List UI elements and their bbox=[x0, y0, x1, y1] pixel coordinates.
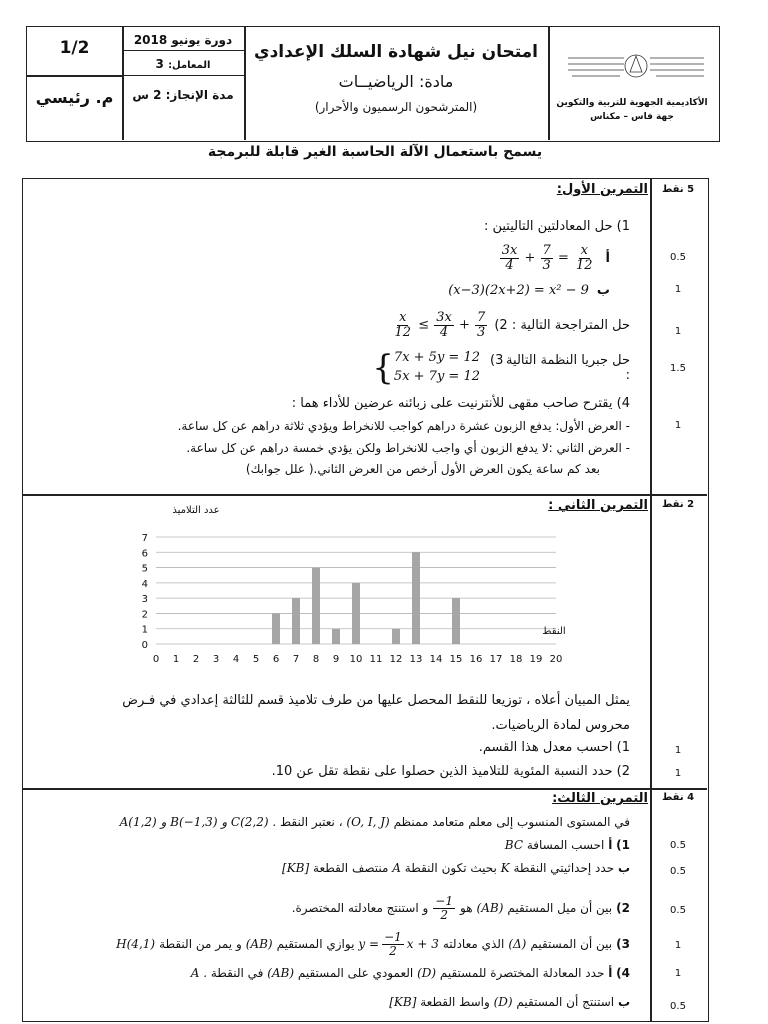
header-divider bbox=[27, 75, 122, 77]
ex3-score-5: 1 bbox=[674, 968, 682, 979]
ex1-q4-offer2: - العرض الثاني :لا يدفع الزبون أي واجب للانخراط ولكن يؤدي خمسة دراهم عن كل ساعة. bbox=[186, 441, 630, 455]
ex2-score-1: 1 bbox=[674, 745, 682, 756]
ex3-q4a-text-2: العمودي على المستقيم bbox=[297, 966, 414, 980]
exam-title: امتحان نيل شهادة السلك الإعدادي bbox=[253, 42, 539, 62]
ex3-q1a-text: احسب المسافة bbox=[526, 838, 605, 852]
duration-value: 2 س bbox=[132, 88, 162, 102]
frac-den: 12 bbox=[575, 257, 593, 273]
ex3-q1b-text-1: حدد إحداثيتي النقطة bbox=[513, 861, 615, 875]
ex3-q3-text-2: الذي معادلته bbox=[442, 937, 505, 951]
ex3-q1b-k: K bbox=[500, 861, 510, 875]
ex1-q3-number: 3) bbox=[490, 353, 504, 368]
op: + bbox=[524, 250, 536, 266]
ex3-q1a bbox=[300, 838, 630, 852]
ex3-q2-text-2: هو bbox=[460, 901, 473, 915]
ex3-q4a bbox=[100, 966, 630, 980]
ex3-q2-ab: (AB) bbox=[476, 901, 504, 915]
frac-num: 3x bbox=[501, 242, 518, 258]
bar bbox=[412, 552, 420, 644]
ex2-q2-text: حدد النسبة المئوية للتلاميذ الذين حصلوا على نقطة تقل عن 10. bbox=[271, 764, 613, 779]
frac-den: 3 bbox=[477, 324, 486, 340]
ex1-q1a-equation bbox=[499, 244, 596, 272]
x-tick-label: 11 bbox=[369, 654, 383, 665]
ex3-q1b-label: ب bbox=[617, 861, 630, 875]
ex2-text-2: محروس لمادة الرياضيات. bbox=[491, 718, 630, 733]
ex3-score-2: 0.5 bbox=[670, 866, 686, 877]
ex1-q1b-equation: (x−3)(2x+2) = x² − 9 bbox=[448, 283, 589, 298]
header-divider bbox=[123, 50, 244, 51]
ex3-q2-text-1: بين أن ميل المستقيم bbox=[507, 901, 613, 915]
ex1-q4-question: بعد كم ساعة يكون العرض الأول أرخص من العرض الثاني.( علل جوابك) bbox=[245, 462, 600, 476]
ex3-q1a-label: أ bbox=[608, 838, 613, 852]
frac-num: 3x bbox=[436, 309, 452, 325]
eq-post: x + 3 bbox=[406, 937, 439, 951]
ex3-q3-equation bbox=[358, 931, 438, 957]
section-divider bbox=[23, 494, 707, 496]
frac-den: 4 bbox=[439, 324, 449, 340]
ex3-intro bbox=[40, 815, 630, 829]
y-tick-label: 0 bbox=[141, 640, 148, 651]
ex1-q3-num: 3 bbox=[495, 353, 504, 368]
x-tick-label: 1 bbox=[172, 654, 180, 665]
ex3-q4b bbox=[200, 995, 630, 1009]
x-tick-label: 6 bbox=[272, 654, 280, 665]
ex3-intro-text-2: ، نعتبر النقط bbox=[280, 815, 343, 829]
bar bbox=[292, 598, 300, 644]
ex3-q3-text-4: و يمر من النقطة bbox=[159, 937, 242, 951]
frac-den: 2 bbox=[389, 943, 397, 958]
frac-num: 7 bbox=[542, 242, 551, 258]
ex3-q4b-text-1: استنتج أن المستقيم bbox=[516, 995, 615, 1009]
y-tick-label: 4 bbox=[141, 578, 148, 590]
region-name: جهة فاس – مكناس bbox=[590, 112, 674, 122]
ex2-points: 2 نقط bbox=[661, 499, 695, 510]
exam-session: دورة يونيو 2018 bbox=[133, 33, 233, 47]
frac-num: 7 bbox=[477, 309, 486, 325]
x-tick-label: 20 bbox=[549, 654, 563, 665]
ex2-q1-number: 1) bbox=[616, 740, 630, 755]
header-divider bbox=[122, 27, 124, 140]
ex3-q4a-label: أ bbox=[608, 966, 613, 980]
ex1-q2 bbox=[340, 305, 630, 345]
ex3-q3-text-3: يوازي المستقيم bbox=[276, 937, 355, 951]
ex1-q4-text: يقترح صاحب مقهى للأنترنيت على زبائنه عرضين للأداء هما : bbox=[291, 396, 613, 411]
ex1-q2-label: حل المتراجحة التالية : bbox=[511, 317, 630, 333]
exam-candidates: (المترشحون الرسميون والأحرار) bbox=[314, 100, 478, 114]
academy-name: الأكاديمية الجهوية للتربية والتكوين bbox=[556, 98, 708, 108]
coefficient bbox=[126, 57, 240, 71]
ex3-q1b-a: A bbox=[392, 861, 401, 875]
op: ≤ bbox=[418, 317, 430, 333]
ex1-q1-text: حل المعادلتين التاليتين : bbox=[483, 219, 613, 234]
ex3-q1a-bc: BC bbox=[504, 838, 524, 852]
ex3-q1b-kb: [KB] bbox=[282, 861, 310, 875]
ex1-q1-number: 1 bbox=[621, 219, 630, 234]
ex1-score-2: 1 bbox=[674, 284, 682, 295]
ex1-q1b-label: ب bbox=[596, 283, 610, 298]
frac-num: x bbox=[399, 309, 407, 325]
frac-num: x bbox=[580, 242, 588, 258]
page-number: 1/2 bbox=[59, 38, 90, 58]
ex3-q4a-text-1: حدد المعادلة المختصرة للمستقيم bbox=[439, 966, 605, 980]
ex2-score-2: 1 bbox=[674, 768, 682, 779]
ex3-q4b-d: (D) bbox=[493, 995, 513, 1009]
ex3-q1b-text-2: بحيث تكون النقطة bbox=[404, 861, 497, 875]
brace: { bbox=[372, 348, 394, 388]
ex1-q2-text bbox=[494, 318, 630, 333]
frac-num: −1 bbox=[384, 929, 402, 944]
ex3-q4b-text-2: واسط القطعة bbox=[420, 995, 490, 1009]
ex1-score-4: 1.5 bbox=[670, 363, 686, 374]
op: + bbox=[459, 317, 470, 333]
ex1-q1a bbox=[440, 238, 610, 278]
x-tick-label: 10 bbox=[349, 654, 363, 665]
ministry-logo bbox=[566, 48, 706, 84]
ex1-title: التمرين الأول: bbox=[556, 182, 648, 197]
ex3-q2-text-3: و استنتج معادلته المختصرة. bbox=[291, 901, 429, 915]
ex2-q2 bbox=[50, 764, 630, 779]
ex2-q1 bbox=[50, 740, 630, 755]
x-tick-label: 0 bbox=[152, 654, 160, 665]
exam-subject: مادة: الرياضيــات bbox=[338, 72, 454, 91]
bar bbox=[452, 598, 460, 644]
x-tick-label: 5 bbox=[252, 654, 260, 665]
ex2-q2-number: 2) bbox=[616, 764, 630, 779]
ex1-q1a-label: أ bbox=[605, 250, 610, 266]
ex3-q2-number: 2) bbox=[616, 901, 630, 915]
ex3-q4b-label: ب bbox=[617, 995, 630, 1009]
ex3-q2 bbox=[200, 890, 630, 926]
ex1-score-1: 0.5 bbox=[670, 252, 686, 263]
y-tick-label: 3 bbox=[141, 594, 148, 606]
duration-label: مدة الإنجاز: bbox=[165, 88, 234, 102]
ex1-q2-inequality bbox=[392, 311, 489, 339]
coefficient-value: 3 bbox=[155, 57, 164, 71]
x-tick-label: 4 bbox=[232, 654, 240, 665]
ex3-q1-number: 1) bbox=[616, 838, 630, 852]
y-tick-label: 6 bbox=[141, 548, 148, 560]
frac-den: 2 bbox=[440, 907, 448, 922]
ex2-text-1: يمثل المبيان أعلاه ، توزيعا للنقط المحصل عليها من طرف تلاميذ قسم للثالثة إعدادي في فـرض bbox=[122, 693, 630, 708]
y-tick-label: 2 bbox=[141, 609, 148, 621]
x-tick-label: 16 bbox=[469, 654, 483, 665]
ex3-q4a-d: (D) bbox=[417, 966, 437, 980]
ex3-q3-text-1: بين أن المستقيم bbox=[530, 937, 613, 951]
system-eq-2: 5x + 7y = 12 bbox=[393, 369, 480, 384]
ex3-q4-number: 4) bbox=[616, 966, 630, 980]
x-tick-label: 19 bbox=[529, 654, 543, 665]
y-axis-label: عدد التلاميذ bbox=[172, 505, 220, 516]
system-eq-1: 7x + 5y = 12 bbox=[393, 350, 480, 366]
ex3-intro-text: في المستوى المنسوب إلى معلم متعامد ممنظم bbox=[393, 815, 630, 829]
ex3-q4b-kb: [KB] bbox=[389, 995, 417, 1009]
ex1-q4-offer1: - العرض الأول: يدفع الزبون عشرة دراهم كواجب للانخراط ويؤدي ثلاثة دراهم عن كل ساعة. bbox=[177, 419, 630, 433]
ex3-score-3: 0.5 bbox=[670, 905, 686, 916]
bar bbox=[352, 583, 360, 644]
ex1-score-5: 1 bbox=[674, 420, 682, 431]
frac-num: −1 bbox=[435, 893, 453, 908]
ex1-points: 5 نقط bbox=[661, 184, 695, 195]
ex3-q3 bbox=[40, 926, 630, 962]
ex3-q3-number: 3) bbox=[616, 937, 630, 951]
ex1-q2-num: 2 bbox=[499, 317, 508, 333]
ex3-score-1: 0.5 bbox=[670, 840, 686, 851]
x-tick-label: 17 bbox=[489, 654, 503, 665]
ex1-q1b bbox=[380, 283, 610, 298]
ex3-q1b bbox=[200, 861, 630, 875]
header-divider bbox=[123, 75, 244, 76]
ex3-title: التمرين الثالث: bbox=[552, 791, 648, 806]
ex1-q2-number: 2) bbox=[494, 317, 508, 333]
ex2-q1-text: احسب معدل هذا القسم. bbox=[478, 740, 613, 755]
score-column-divider bbox=[650, 179, 652, 1021]
y-tick-label: 5 bbox=[141, 563, 148, 575]
ex1-q3-label: حل جبريا النظمة التالية : bbox=[506, 353, 630, 383]
ex1-q4-num: 4 bbox=[621, 396, 630, 411]
y-tick-label: 7 bbox=[141, 533, 148, 544]
x-axis-label: النقط bbox=[542, 626, 566, 637]
grades-chart-svg bbox=[120, 500, 580, 672]
frac-den: 12 bbox=[394, 324, 412, 340]
ex3-score-6: 0.5 bbox=[670, 1001, 686, 1012]
duration bbox=[126, 88, 240, 102]
ex3-points-list: A(1,2) و B(−1,3) و C(2,2) . bbox=[119, 815, 277, 829]
x-tick-label: 8 bbox=[312, 654, 320, 665]
bar bbox=[312, 568, 320, 644]
ex3-points: 4 نقط bbox=[661, 792, 695, 803]
bar bbox=[392, 629, 400, 644]
eq-pre: y = bbox=[358, 937, 380, 951]
header-divider bbox=[548, 27, 550, 140]
calculator-note: يسمح باستعمال الآلة الحاسبة الغير قابلة للبرمجة bbox=[207, 144, 543, 160]
x-tick-label: 2 bbox=[192, 654, 200, 665]
x-tick-label: 15 bbox=[449, 654, 463, 665]
frac-den: 4 bbox=[505, 257, 514, 273]
ex2-title: التمرين الثاني : bbox=[548, 498, 648, 513]
coefficient-label: المعامل: bbox=[168, 60, 211, 71]
ex3-q4a-text-3: في النقطة bbox=[210, 966, 264, 980]
ex3-q2-slope bbox=[433, 895, 455, 921]
ex1-q4-number: 4) bbox=[616, 396, 630, 411]
x-tick-label: 9 bbox=[332, 654, 340, 665]
ex3-q3-ab: (AB) bbox=[245, 937, 273, 951]
ex3-q4a-ab: (AB) bbox=[267, 966, 295, 980]
x-tick-label: 3 bbox=[212, 654, 220, 665]
bar bbox=[272, 613, 280, 644]
ex1-q3-system bbox=[372, 349, 480, 387]
op: = bbox=[557, 250, 569, 266]
exam-category: م. رئيسي bbox=[35, 88, 114, 107]
ex1-q1: 1) حل المعادلتين التاليتين : bbox=[483, 219, 630, 234]
ex3-q4a-a: A . bbox=[190, 966, 208, 980]
ex1-score-3: 1 bbox=[674, 326, 682, 337]
ex3-frame: (O, I, J) bbox=[346, 815, 390, 829]
ex1-q3 bbox=[320, 346, 630, 390]
ex1-q3-text bbox=[490, 353, 630, 383]
grades-chart bbox=[120, 500, 580, 672]
ex3-score-4: 1 bbox=[674, 940, 682, 951]
frac-den: 3 bbox=[542, 257, 551, 273]
x-tick-label: 13 bbox=[409, 654, 423, 665]
x-tick-label: 12 bbox=[389, 654, 403, 665]
y-tick-label: 1 bbox=[141, 624, 148, 636]
x-tick-label: 14 bbox=[429, 654, 443, 665]
x-tick-label: 18 bbox=[509, 654, 523, 665]
ex3-q3-h: H(4,1) bbox=[116, 937, 156, 951]
section-divider bbox=[23, 788, 707, 790]
ex3-q3-delta: (Δ) bbox=[508, 937, 527, 951]
ex3-q1b-text-3: منتصف القطعة bbox=[313, 861, 389, 875]
bar bbox=[332, 629, 340, 644]
x-tick-label: 7 bbox=[292, 654, 300, 665]
ex1-q4 bbox=[160, 396, 630, 411]
